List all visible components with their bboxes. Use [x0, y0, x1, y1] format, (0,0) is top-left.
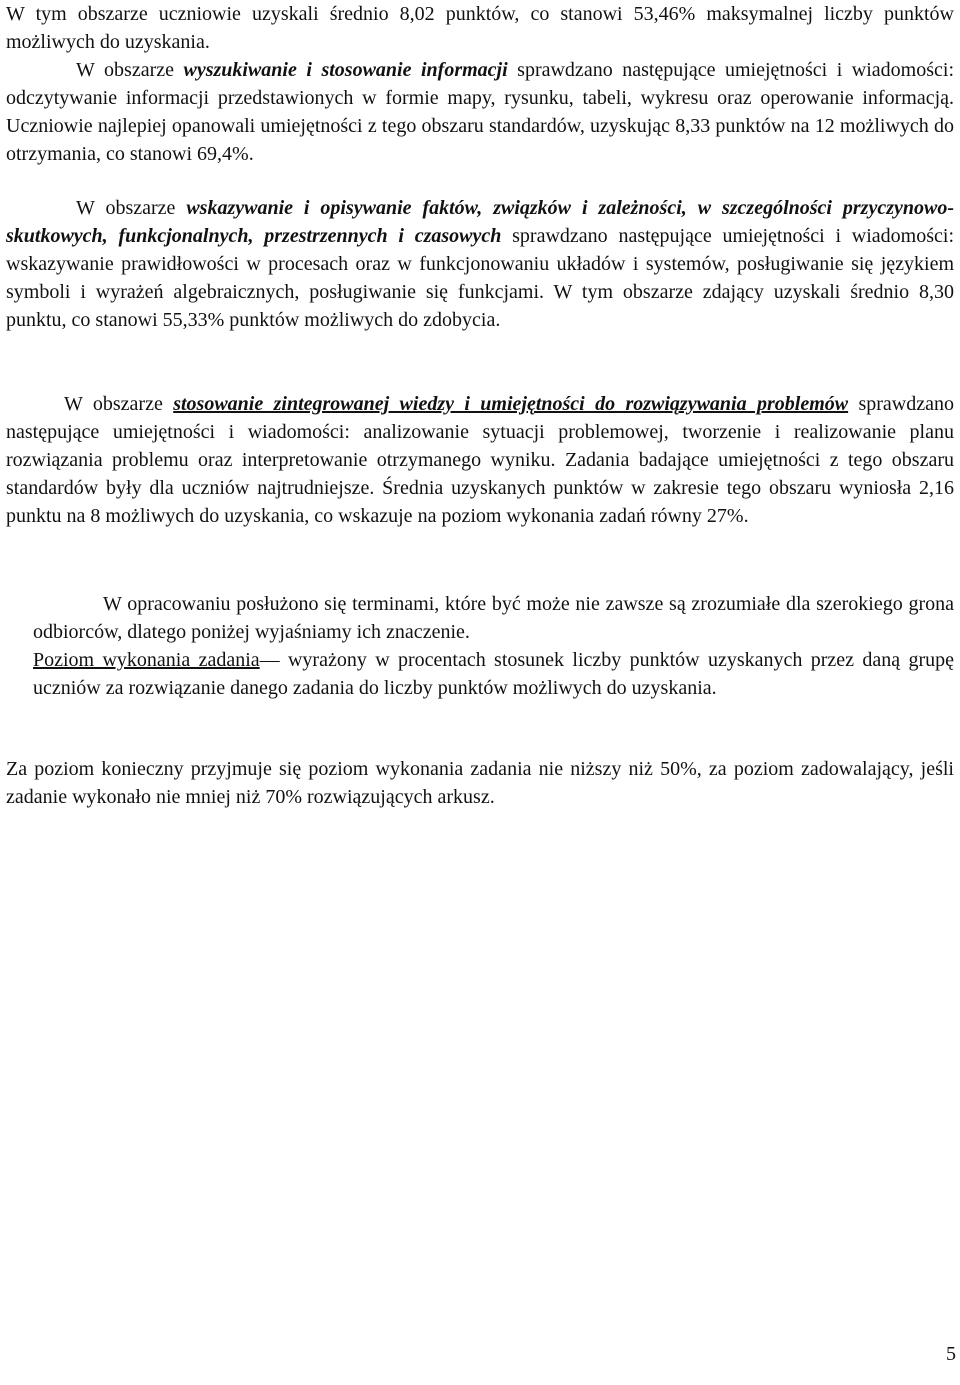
paragraph-term-definition — [33, 646, 954, 702]
paragraph-thresholds — [6, 755, 954, 811]
paragraph-text: sprawdzano następujące umiejętności i wiadomości: analizowanie sytuacji problemowej, tworzenie i realizowanie planu rozwiązania problemu oraz interpretowanie otrzymanego wyniku. Zadania badające umiejętności z tego obszaru standardów były dla uczniów najtrudniejsze. Średnia uzyskanych punktów w zakresie tego obszaru wyniosła 2,16 punktu na 8 możliwych do uzyskania, co wskazuje na poziom wykonania zadań równy 27%. — [6, 393, 954, 527]
paragraph-facts-area — [6, 194, 954, 334]
paragraph-lead: W obszarze — [76, 197, 187, 219]
term-name: Poziom wykonania zadania — [33, 649, 260, 671]
paragraph-lead: W obszarze — [76, 59, 184, 81]
term-definition: — wyrażony w procentach stosunek liczby punktów uzyskanych przez daną grupę uczniów za rozwiązanie danego zadania do liczby punktów możliwych do uzyskania. — [33, 649, 955, 699]
paragraph-text: sprawdzano następujące umiejętności i wiadomości: odczytywanie informacji przedstawionych w formie mapy, rysunku, tabeli, wykresu oraz operowanie informacją. Uczniowie najlepiej opanowali umiejętności z tego obszaru standardów, uzyskując 8,33 punktów na 12 możliwych do otrzymania, co stanowi 69,4%. — [6, 59, 954, 165]
paragraph-summary-score — [6, 0, 954, 56]
paragraph-terms-intro — [33, 590, 954, 646]
paragraph-text: W opracowaniu posłużono się terminami, które być może nie zawsze są zrozumiałe dla szerokiego grona odbiorców, dlatego poniżej wyjaśniamy ich znaczenie. — [33, 593, 954, 643]
area-name-emphasis: stosowanie zintegrowanej wiedzy i umiejętności do rozwiązywania problemów — [173, 393, 849, 415]
area-name-emphasis: wskazywanie i opisywanie faktów, związków i zależności, w szczególności przyczynowo-skutkowych, funkcjonalnych, przestrzennych i czasowych — [6, 197, 954, 247]
paragraph-information-area — [6, 56, 954, 168]
paragraph-text: Za poziom konieczny przyjmuje się poziom wykonania zadania nie niższy niż 50%, za poziom zadowalający, jeśli zadanie wykonało nie mniej niż 70% rozwiązujących arkusz. — [6, 758, 954, 808]
paragraph-problem-solving-area — [6, 390, 954, 530]
page-number: 5 — [946, 1343, 956, 1365]
paragraph-lead: W obszarze — [64, 393, 174, 415]
area-name-emphasis: wyszukiwanie i stosowanie informacji — [183, 59, 508, 81]
paragraph-text: W tym obszarze uczniowie uzyskali średnio 8,02 punktów, co stanowi 53,46% maksymalnej liczby punktów możliwych do uzyskania. — [6, 3, 954, 53]
paragraph-text: sprawdzano następujące umiejętności i wiadomości: wskazywanie prawidłowości w procesach oraz w funkcjonowaniu układów i systemów, posługiwanie się językiem symboli i wyrażeń algebraicznych, posługiwanie się funkcjami. W tym obszarze zdający uzyskali średnio 8,30 punktu, co stanowi 55,33% punktów możliwych do zdobycia. — [6, 225, 955, 331]
